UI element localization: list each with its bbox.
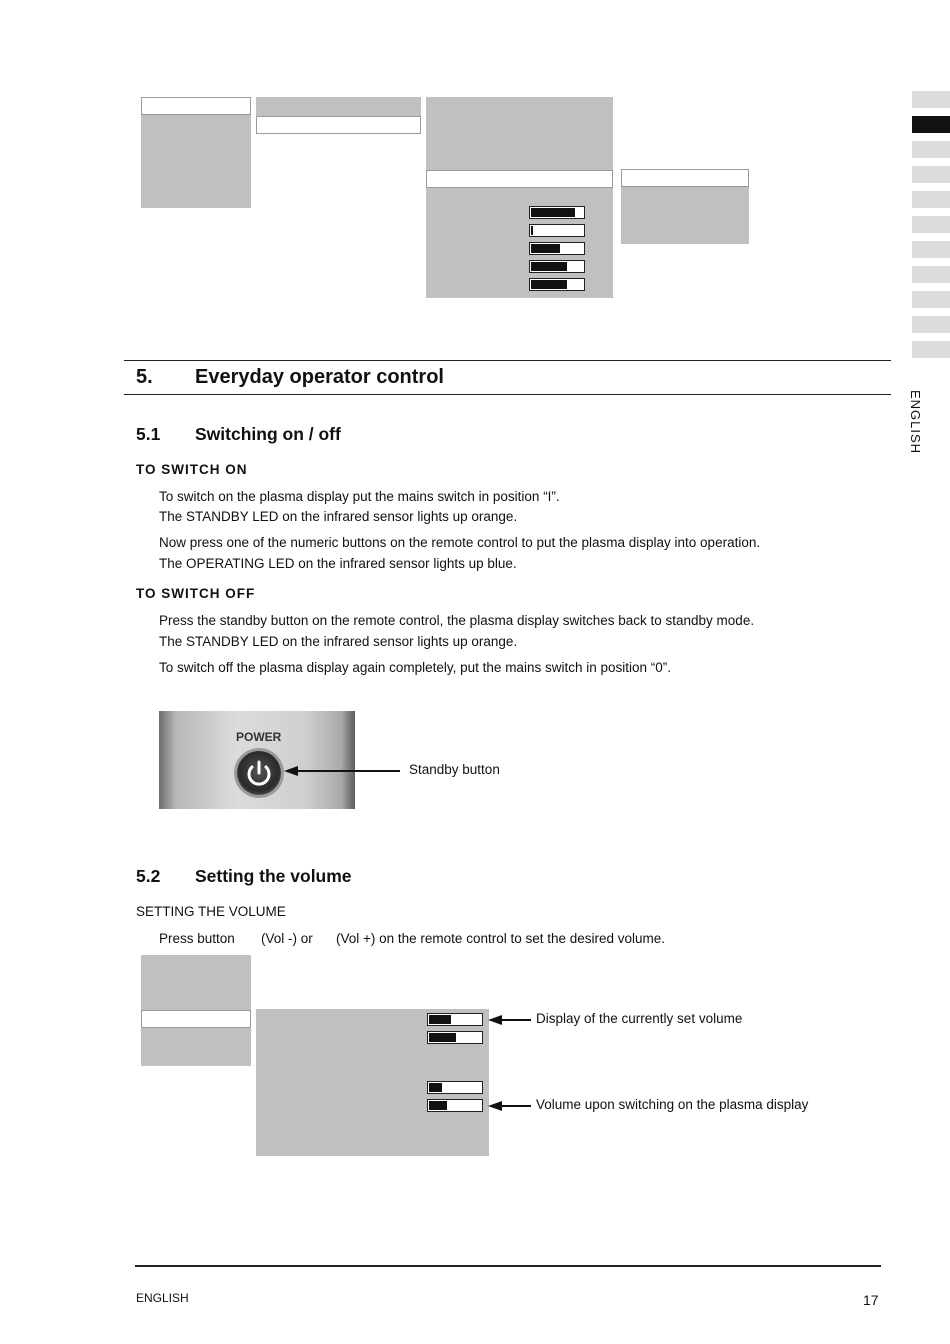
level-meter	[427, 1013, 483, 1026]
switch-on-text: The OPERATING LED on the infrared sensor lights up blue.	[159, 556, 517, 571]
switch-on-text: Now press one of the numeric buttons on the remote control to put the plasma display into operation.	[159, 535, 761, 550]
menu-panel-sub-highlight	[256, 116, 421, 134]
subsection-number: 5.1	[136, 424, 161, 444]
chapter-tab	[912, 291, 950, 308]
level-meter	[427, 1081, 483, 1094]
volume-instruction-suffix: (Vol +) on the remote control to set the desired volume.	[336, 931, 666, 946]
chapter-tab	[912, 216, 950, 233]
page-number: 17	[863, 1292, 879, 1308]
volume-instruction-mid: (Vol -) or	[261, 931, 313, 946]
menu-panel-options-highlight	[621, 169, 749, 187]
switch-on-text: The STANDBY LED on the infrared sensor lights up orange.	[159, 509, 518, 524]
footer-language: ENGLISH	[136, 1291, 189, 1305]
menu-panel-main-highlight	[141, 97, 251, 115]
chapter-tab	[912, 91, 950, 108]
switch-off-text: To switch off the plasma display again completely, put the mains switch in position “0”.	[159, 660, 671, 675]
subsection-title: Switching on / off	[195, 424, 341, 444]
level-meter-fill	[429, 1033, 456, 1042]
switch-on-text: To switch on the plasma display put the mains switch in position “I”.	[159, 489, 560, 504]
standby-callout-arrow	[284, 766, 298, 776]
level-meter	[529, 224, 585, 237]
chapter-tab	[912, 266, 950, 283]
current-volume-callout-line	[500, 1019, 531, 1021]
standby-callout-label: Standby button	[409, 762, 500, 777]
power-button-photo	[159, 711, 355, 809]
level-meter	[529, 206, 585, 219]
switch-on-volume-callout-line	[500, 1105, 531, 1107]
power-icon	[237, 751, 281, 795]
chapter-tab	[912, 241, 950, 258]
level-meter-fill	[429, 1101, 447, 1110]
level-meter-fill	[531, 262, 567, 271]
switch-on-volume-callout: Volume upon switching on the plasma display	[536, 1097, 809, 1112]
power-button	[237, 751, 281, 795]
level-meter-fill	[429, 1015, 451, 1024]
chapter-tab	[912, 341, 950, 358]
level-meter	[529, 260, 585, 273]
level-meter	[529, 278, 585, 291]
switch-off-heading: TO SWITCH OFF	[136, 586, 256, 601]
section-title: Everyday operator control	[195, 366, 444, 388]
section-rule-bottom	[124, 394, 891, 395]
switch-on-heading: TO SWITCH ON	[136, 462, 248, 477]
current-volume-callout-arrow	[488, 1015, 502, 1025]
switch-off-text: The STANDBY LED on the infrared sensor lights up orange.	[159, 634, 518, 649]
level-meter-fill	[531, 244, 560, 253]
level-meter	[529, 242, 585, 255]
chapter-tab-active	[912, 116, 950, 133]
subsection-title: Setting the volume	[195, 866, 352, 886]
footer-rule	[135, 1265, 881, 1267]
switch-off-text: Press the standby button on the remote control, the plasma display switches back to standby mode.	[159, 613, 755, 628]
level-meter-fill	[531, 226, 533, 235]
language-side-label: ENGLISH	[908, 390, 923, 455]
level-meter	[427, 1031, 483, 1044]
volume-instruction-prefix: Press button	[159, 931, 235, 946]
standby-callout-line	[296, 770, 400, 772]
chapter-tab	[912, 316, 950, 333]
volume-heading: SETTING THE VOLUME	[136, 904, 286, 919]
chapter-tab	[912, 166, 950, 183]
volume-menu-main-highlight	[141, 1010, 251, 1028]
chapter-tab	[912, 191, 950, 208]
chapter-tab	[912, 141, 950, 158]
level-meter	[427, 1099, 483, 1112]
level-meter-fill	[531, 208, 575, 217]
section-number: 5.	[136, 366, 153, 388]
section-rule-top	[124, 360, 891, 361]
power-label: POWER	[236, 730, 282, 744]
level-meter-fill	[531, 280, 567, 289]
current-volume-callout: Display of the currently set volume	[536, 1011, 743, 1026]
switch-on-volume-callout-arrow	[488, 1101, 502, 1111]
menu-panel-settings-highlight	[426, 170, 613, 188]
level-meter-fill	[429, 1083, 442, 1092]
subsection-number: 5.2	[136, 866, 161, 886]
